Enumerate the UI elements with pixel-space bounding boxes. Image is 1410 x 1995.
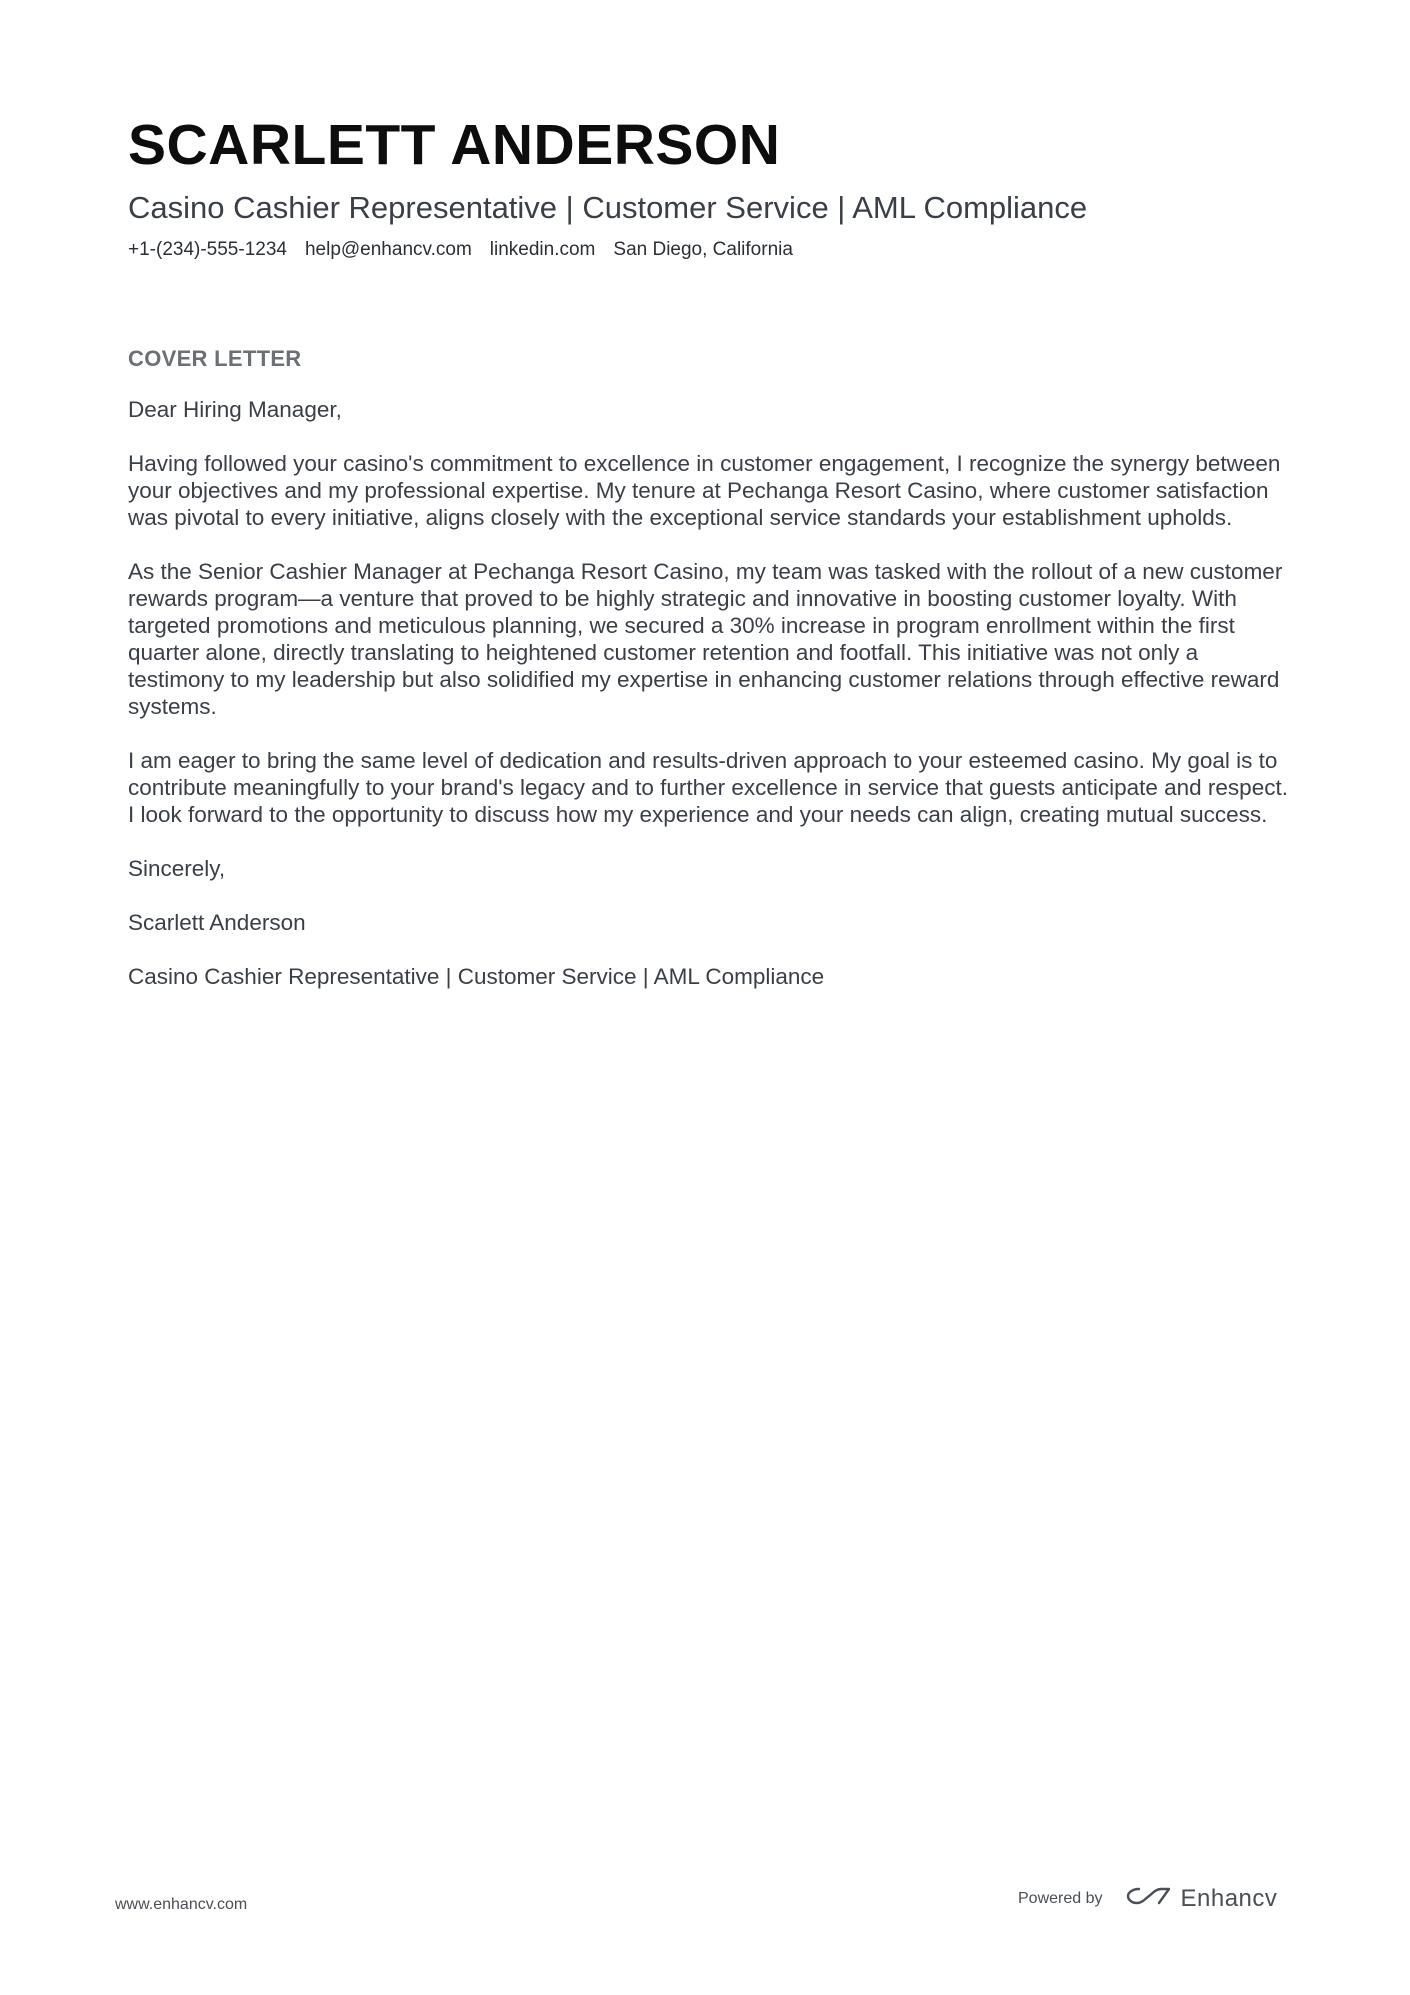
section-title: COVER LETTER <box>128 346 302 371</box>
paragraph-3: I am eager to bring the same level of dedication and results-driven approach to your esteemed casino. My goal is to contribute meaningfully to your brand's legacy and to further excellence in service that guests anticipate and respect. I look forward to the opportunity to discuss how my experience and your needs can align, creating mutual success. <box>128 748 1288 827</box>
header <box>128 110 1298 262</box>
contact-linkedin: linkedin.com <box>489 239 596 260</box>
powered-by-label: Powered by <box>1018 1889 1103 1907</box>
contact-phone: +1-(234)-555-1234 <box>128 239 287 260</box>
footer-powered-by <box>1018 1884 1277 1913</box>
signature-title: Casino Cashier Representative | Customer Service | AML Compliance <box>128 964 825 989</box>
contact-info <box>128 238 1298 262</box>
brand-name: Enhancv <box>1180 1884 1278 1912</box>
footer-website[interactable]: www.enhancv.com <box>115 1896 248 1913</box>
paragraph-2: As the Senior Cashier Manager at Pechanga Resort Casino, my team was tasked with the rollout of a new customer rewards program—a venture that proved to be highly strategic and innovative in boosting customer loyalty. With targeted promotions and meticulous planning, we secured a 30% increase in program enrollment within the first quarter alone, directly translating to heightened customer retention and footfall. This initiative was not only a testimony to my leadership but also solidified my expertise in enhancing customer relations through effective reward systems. <box>128 559 1283 719</box>
brand-logo[interactable] <box>1125 1884 1278 1913</box>
paragraph-1: Having followed your casino's commitment to excellence in customer engagement, I recognize the synergy between your objectives and my professional expertise. My tenure at Pechanga Resort Casino, where customer satisfaction was pivotal to every initiative, aligns closely with the exceptional service standards your establishment upholds. <box>128 451 1281 530</box>
applicant-headline: Casino Cashier Representative | Customer Service | AML Compliance <box>128 190 1088 225</box>
contact-email: help@enhancv.com <box>304 239 472 260</box>
applicant-name: SCARLETT ANDERSON <box>128 113 781 177</box>
letter-body <box>128 344 1288 1017</box>
enhancv-logo-icon <box>1125 1884 1173 1913</box>
salutation: Dear Hiring Manager, <box>128 397 342 422</box>
contact-location: San Diego, California <box>613 239 793 260</box>
closing: Sincerely, <box>128 856 226 881</box>
signature-name: Scarlett Anderson <box>128 910 306 935</box>
